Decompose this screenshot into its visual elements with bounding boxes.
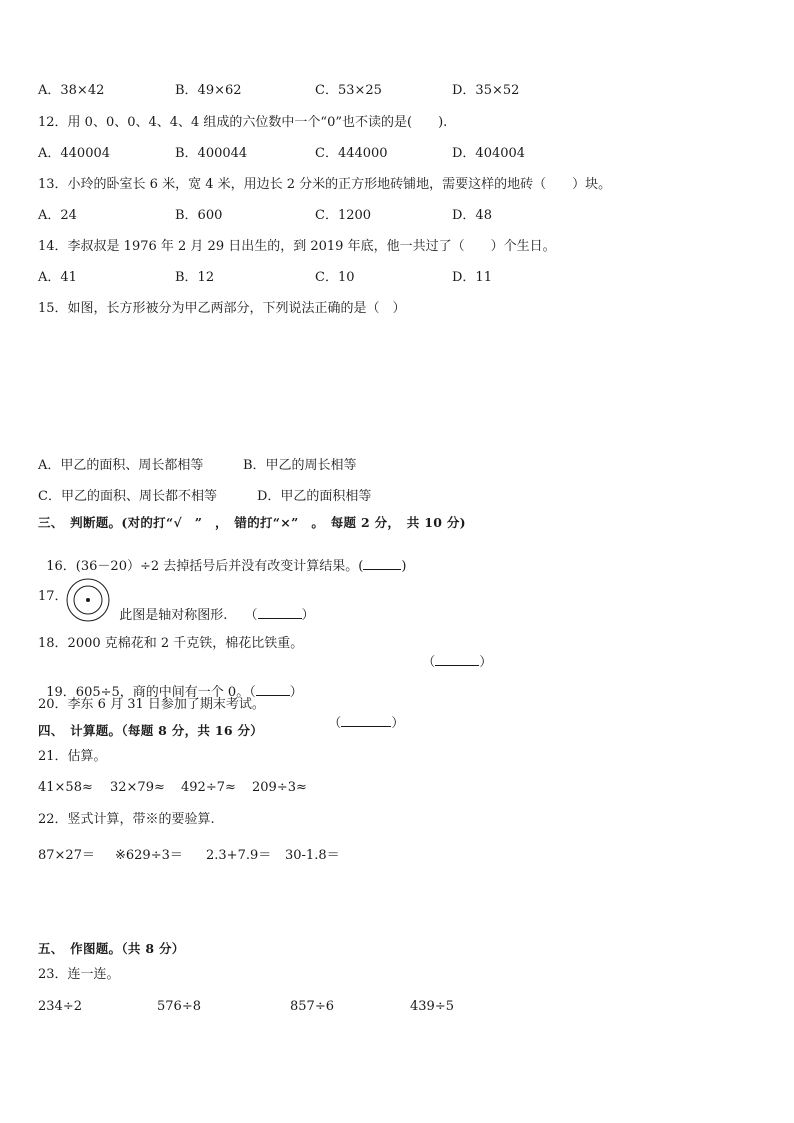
answer-blank[interactable]	[435, 653, 479, 666]
q14-option-a: A．41	[38, 270, 77, 285]
q12-option-a: A．440004	[38, 146, 111, 161]
q15-option-d: D．甲乙的面积相等	[257, 489, 372, 504]
q22-item: ※629÷3＝	[115, 848, 183, 863]
q21-item: 492÷7≈	[181, 780, 236, 795]
section-4-heading: 四、 计算题。（每题 8 分，共 16 分）	[38, 723, 264, 738]
q22-item: 2.3+7.9＝	[206, 848, 272, 863]
q15-option-c: C．甲乙的面积、周长都不相等	[38, 489, 217, 504]
q14-option-c: C．10	[315, 270, 355, 285]
answer-blank[interactable]	[363, 557, 401, 570]
q12-option-c: C．444000	[315, 146, 388, 161]
answer-blank[interactable]	[256, 683, 290, 696]
q15-option-b: B．甲乙的周长相等	[243, 458, 357, 473]
concentric-circles-figure	[66, 578, 110, 622]
q18-answer	[414, 635, 492, 672]
q12-option-d: D．404004	[452, 146, 526, 161]
q15-text: 15．如图，长方形被分为甲乙两部分，下列说法正确的是（ ）	[38, 301, 406, 316]
q13-option-a: A．24	[38, 208, 77, 223]
q11-option-a: A．38×42	[38, 83, 105, 98]
q13-text: 13．小玲的卧室长 6 米，宽 4 米，用边长 2 分米的正方形地砖铺地，需要这样的地砖（ ）块。	[38, 177, 612, 192]
q22-text: 22．竖式计算，带※的要验算.	[38, 812, 215, 827]
section-5-heading: 五、 作图题。（共 8 分）	[38, 941, 185, 956]
q14-text: 14．李叔叔是 1976 年 2 月 29 日出生的，到 2019 年底，他一共过了（ ）个生日。	[38, 239, 556, 254]
q17-number: 17．	[38, 589, 68, 604]
q20-text: 20．李东 6 月 31 日参加了期末考试。	[38, 697, 265, 712]
q23-text: 23．连一连。	[38, 967, 120, 982]
closing-paren: ）	[391, 716, 405, 731]
q11-option-d: D．35×52	[452, 83, 520, 98]
answer-blank[interactable]	[341, 714, 391, 727]
q16-text	[38, 539, 406, 576]
closing-paren: ）	[479, 655, 493, 670]
q23-item: 234÷2	[38, 999, 82, 1014]
q21-item: 41×58≈	[38, 780, 93, 795]
q12-text: 12．用 0、0、0、4、4、4 组成的六位数中一个“0”也不读的是( ).	[38, 115, 448, 130]
q13-option-b: B．600	[175, 208, 223, 223]
q21-item: 32×79≈	[110, 780, 165, 795]
q13-option-c: C．1200	[315, 208, 372, 223]
q12-option-b: B．400044	[175, 146, 248, 161]
q11-option-c: C．53×25	[315, 83, 382, 98]
q17-text	[111, 588, 315, 625]
q11-option-b: B．49×62	[175, 83, 242, 98]
closing-paren: ）	[301, 608, 315, 623]
closing-paren: ）	[289, 685, 303, 700]
q14-option-b: B．12	[175, 270, 215, 285]
q21-text: 21．估算。	[38, 749, 107, 764]
q16-statement: 16．(36－20）÷2 去掉括号后并没有改变计算结果。(	[46, 559, 364, 574]
section-3-heading: 三、 判断题。(对的打“√ ” ， 错的打“×” 。 每题 2 分， 共 10 分)	[38, 515, 466, 530]
q17-statement: 此图是轴对称图形. （	[119, 608, 258, 623]
answer-blank[interactable]	[258, 606, 302, 619]
opening-paren: （	[328, 716, 342, 731]
closing-paren: )	[401, 559, 407, 574]
q23-item: 576÷8	[157, 999, 201, 1014]
q14-option-d: D．11	[452, 270, 492, 285]
q21-item: 209÷3≈	[252, 780, 307, 795]
q13-option-d: D．48	[452, 208, 492, 223]
q23-item: 857÷6	[290, 999, 334, 1014]
opening-paren: （	[422, 655, 436, 670]
q19-statement: 19．605÷5，商的中间有一个 0。（	[46, 685, 256, 700]
q22-item: 30-1.8＝	[285, 848, 340, 863]
q18-text: 18．2000 克棉花和 2 千克铁，棉花比铁重。	[38, 636, 304, 651]
q20-answer	[320, 696, 404, 733]
q22-item: 87×27＝	[38, 848, 95, 863]
q23-item: 439÷5	[410, 999, 454, 1014]
q15-option-a: A．甲乙的面积、周长都相等	[38, 458, 204, 473]
